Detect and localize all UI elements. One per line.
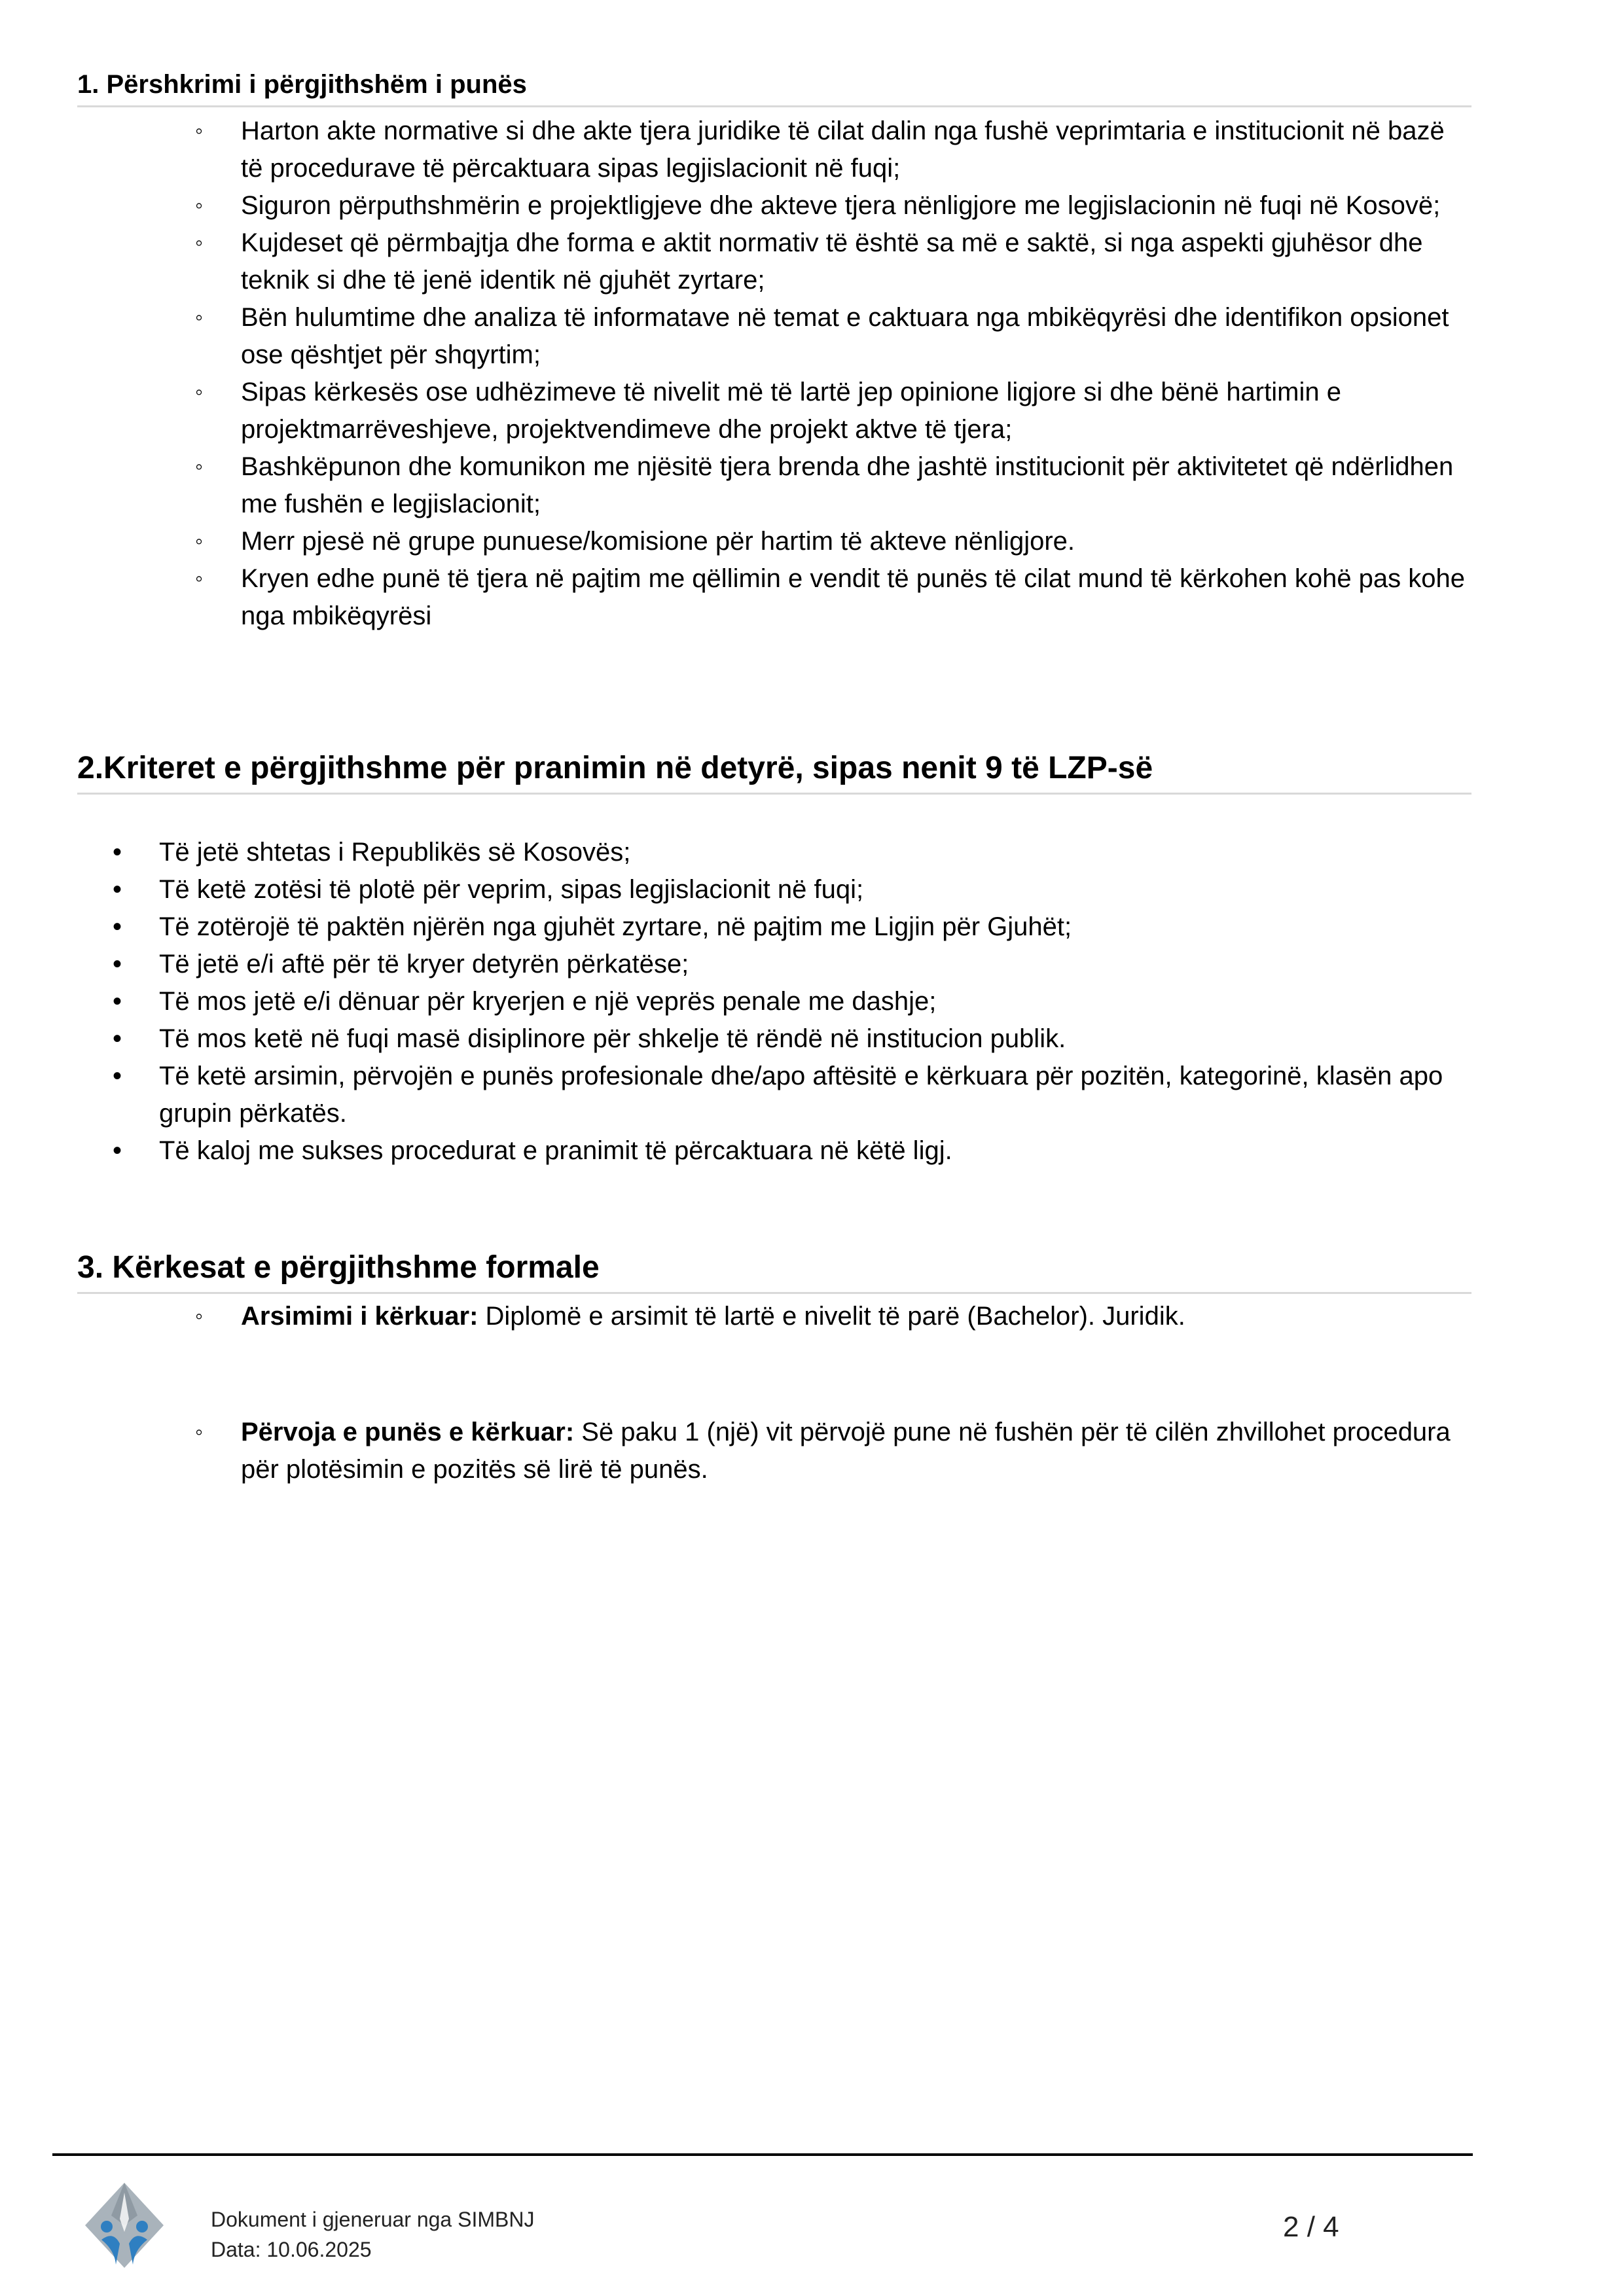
list-item — [77, 299, 1471, 374]
section-1-title: 1. Përshkrimi i përgjithshëm i punës — [77, 70, 527, 99]
education-value: Diplomë e arsimit të lartë e nivelit të parë (Bachelor). Juridik. — [485, 1301, 1185, 1331]
list-marker: • — [113, 1136, 122, 1165]
section-3-list — [77, 1298, 1471, 1488]
list-marker: ◦ — [195, 454, 204, 479]
list-item-text: Të jetë e/i aftë për të kryer detyrën përkatëse; — [159, 949, 689, 978]
list-marker: • — [113, 1061, 122, 1090]
section-3-title: 3. Kërkesat e përgjithshme formale — [77, 1250, 600, 1285]
list-marker: ◦ — [195, 193, 204, 218]
list-item — [77, 448, 1471, 523]
list-item-text: Të ketë zotësi të plotë për veprim, sipas legjislacionit në fuqi; — [159, 874, 864, 904]
list-item — [77, 871, 1471, 908]
list-marker: • — [113, 837, 122, 867]
requirement-experience — [77, 1414, 1471, 1488]
page-number: 2 / 4 — [1283, 2211, 1339, 2243]
section-2-rule — [77, 793, 1471, 795]
list-item-text: Të jetë shtetas i Republikës së Kosovës; — [159, 837, 631, 867]
list-item — [77, 187, 1471, 224]
list-item-text: Të zotërojë të paktën njërën nga gjuhët zyrtare, në pajtim me Ligjin për Gjuhët; — [159, 912, 1072, 941]
list-item — [77, 560, 1471, 635]
list-item — [77, 113, 1471, 187]
list-item — [77, 908, 1471, 946]
footer-date: Data: 10.06.2025 — [211, 2238, 372, 2261]
list-item-text: Sipas kërkesës ose udhëzimeve të nivelit më të lartë jep opinione ligjore si dhe bënë hartimin e projektmarrëveshjeve, projektvendimeve dhe projekt aktve të tjera; — [241, 378, 1341, 444]
list-item — [77, 834, 1471, 871]
section-1-rule — [77, 105, 1471, 107]
list-item-text: Bën hulumtime dhe analiza të informatave në temat e caktuara nga mbikëqyrësi dhe identifikon opsionet ose qështjet për shqyrtim; — [241, 303, 1449, 369]
education-label: Arsimimi i kërkuar: — [241, 1301, 478, 1331]
list-item-text: Të mos jetë e/i dënuar për kryerjen e një veprës penale me dashje; — [159, 986, 937, 1016]
list-item-text: Bashkëpunon dhe komunikon me njësitë tjera brenda dhe jashtë institucionit për aktivitetet që ndërlidhen me fushën e legjislacionit; — [241, 452, 1454, 518]
section-2-list — [77, 834, 1471, 1170]
list-item-text: Merr pjesë në grupe punuese/komisione për hartim të akteve nënligjore. — [241, 527, 1075, 556]
section-job-description — [77, 69, 1471, 635]
list-marker: • — [113, 949, 122, 978]
list-item — [77, 983, 1471, 1020]
list-marker: ◦ — [195, 1419, 204, 1444]
list-marker: • — [113, 1024, 122, 1053]
list-marker: ◦ — [195, 566, 204, 591]
list-item-text: Kujdeset që përmbajtja dhe forma e aktit normativ të është sa më e saktë, si nga aspekti gjuhësor dhe teknik si dhe të jenë identik në gjuhët zyrtare; — [241, 228, 1423, 295]
experience-value: Së paku 1 (një) vit përvojë pune në fushën për të cilën zhvillohet procedura për plotësimin e pozitës së lirë të punës. — [241, 1417, 1451, 1484]
list-item-text: Siguron përputhshmërin e projektligjeve dhe akteve tjera nënligjore me legjislacionin në fuqi në Kosovë; — [241, 191, 1441, 220]
section-1-list — [77, 113, 1471, 635]
list-item — [77, 224, 1471, 299]
section-2-title: 2.Kriteret e përgjithshme për pranimin në detyrë, sipas nenit 9 të LZP-së — [77, 751, 1153, 785]
list-item — [77, 1132, 1471, 1170]
list-marker: • — [113, 912, 122, 941]
list-item-text: Të mos ketë në fuqi masë disiplinore për shkelje të rëndë në institucion publik. — [159, 1024, 1066, 1053]
list-marker: • — [113, 986, 122, 1016]
section-3-rule — [77, 1292, 1471, 1294]
list-item — [77, 1058, 1471, 1132]
list-marker: • — [113, 874, 122, 904]
list-item — [77, 946, 1471, 983]
simbnj-logo-icon — [82, 2179, 167, 2271]
list-marker: ◦ — [195, 118, 204, 143]
footer-rule — [52, 2153, 1473, 2156]
footer-generated: Dokument i gjeneruar nga SIMBNJ — [211, 2208, 535, 2231]
list-item-text: Kryen edhe punë të tjera në pajtim me qëllimin e vendit të punës të cilat mund të kërkohen kohë pas kohe nga mbikëqyrësi — [241, 564, 1466, 630]
list-marker: ◦ — [195, 1303, 204, 1329]
list-marker: ◦ — [195, 305, 204, 330]
list-item — [77, 374, 1471, 448]
list-item-text: Të kaloj me sukses procedurat e pranimit të përcaktuara në këtë ligj. — [159, 1136, 952, 1165]
footer-info — [211, 2204, 534, 2265]
list-item-text: Të ketë arsimin, përvojën e punës profesionale dhe/apo aftësitë e kërkuara për pozitën, kategorinë, klasën apo grupin përkatës. — [159, 1061, 1443, 1128]
list-marker: ◦ — [195, 230, 204, 255]
section-general-criteria — [77, 749, 1471, 1170]
list-item — [77, 1020, 1471, 1058]
list-item — [77, 523, 1471, 560]
list-marker: ◦ — [195, 380, 204, 404]
experience-label: Përvoja e punës e kërkuar: — [241, 1417, 575, 1446]
list-marker: ◦ — [195, 529, 204, 554]
requirement-education — [77, 1298, 1471, 1335]
section-formal-requirements — [77, 1249, 1471, 1488]
list-item-text: Harton akte normative si dhe akte tjera juridike të cilat dalin nga fushë veprimtaria e institucionit në bazë të procedurave të përcaktuara sipas legjislacionit në fuqi; — [241, 117, 1445, 183]
